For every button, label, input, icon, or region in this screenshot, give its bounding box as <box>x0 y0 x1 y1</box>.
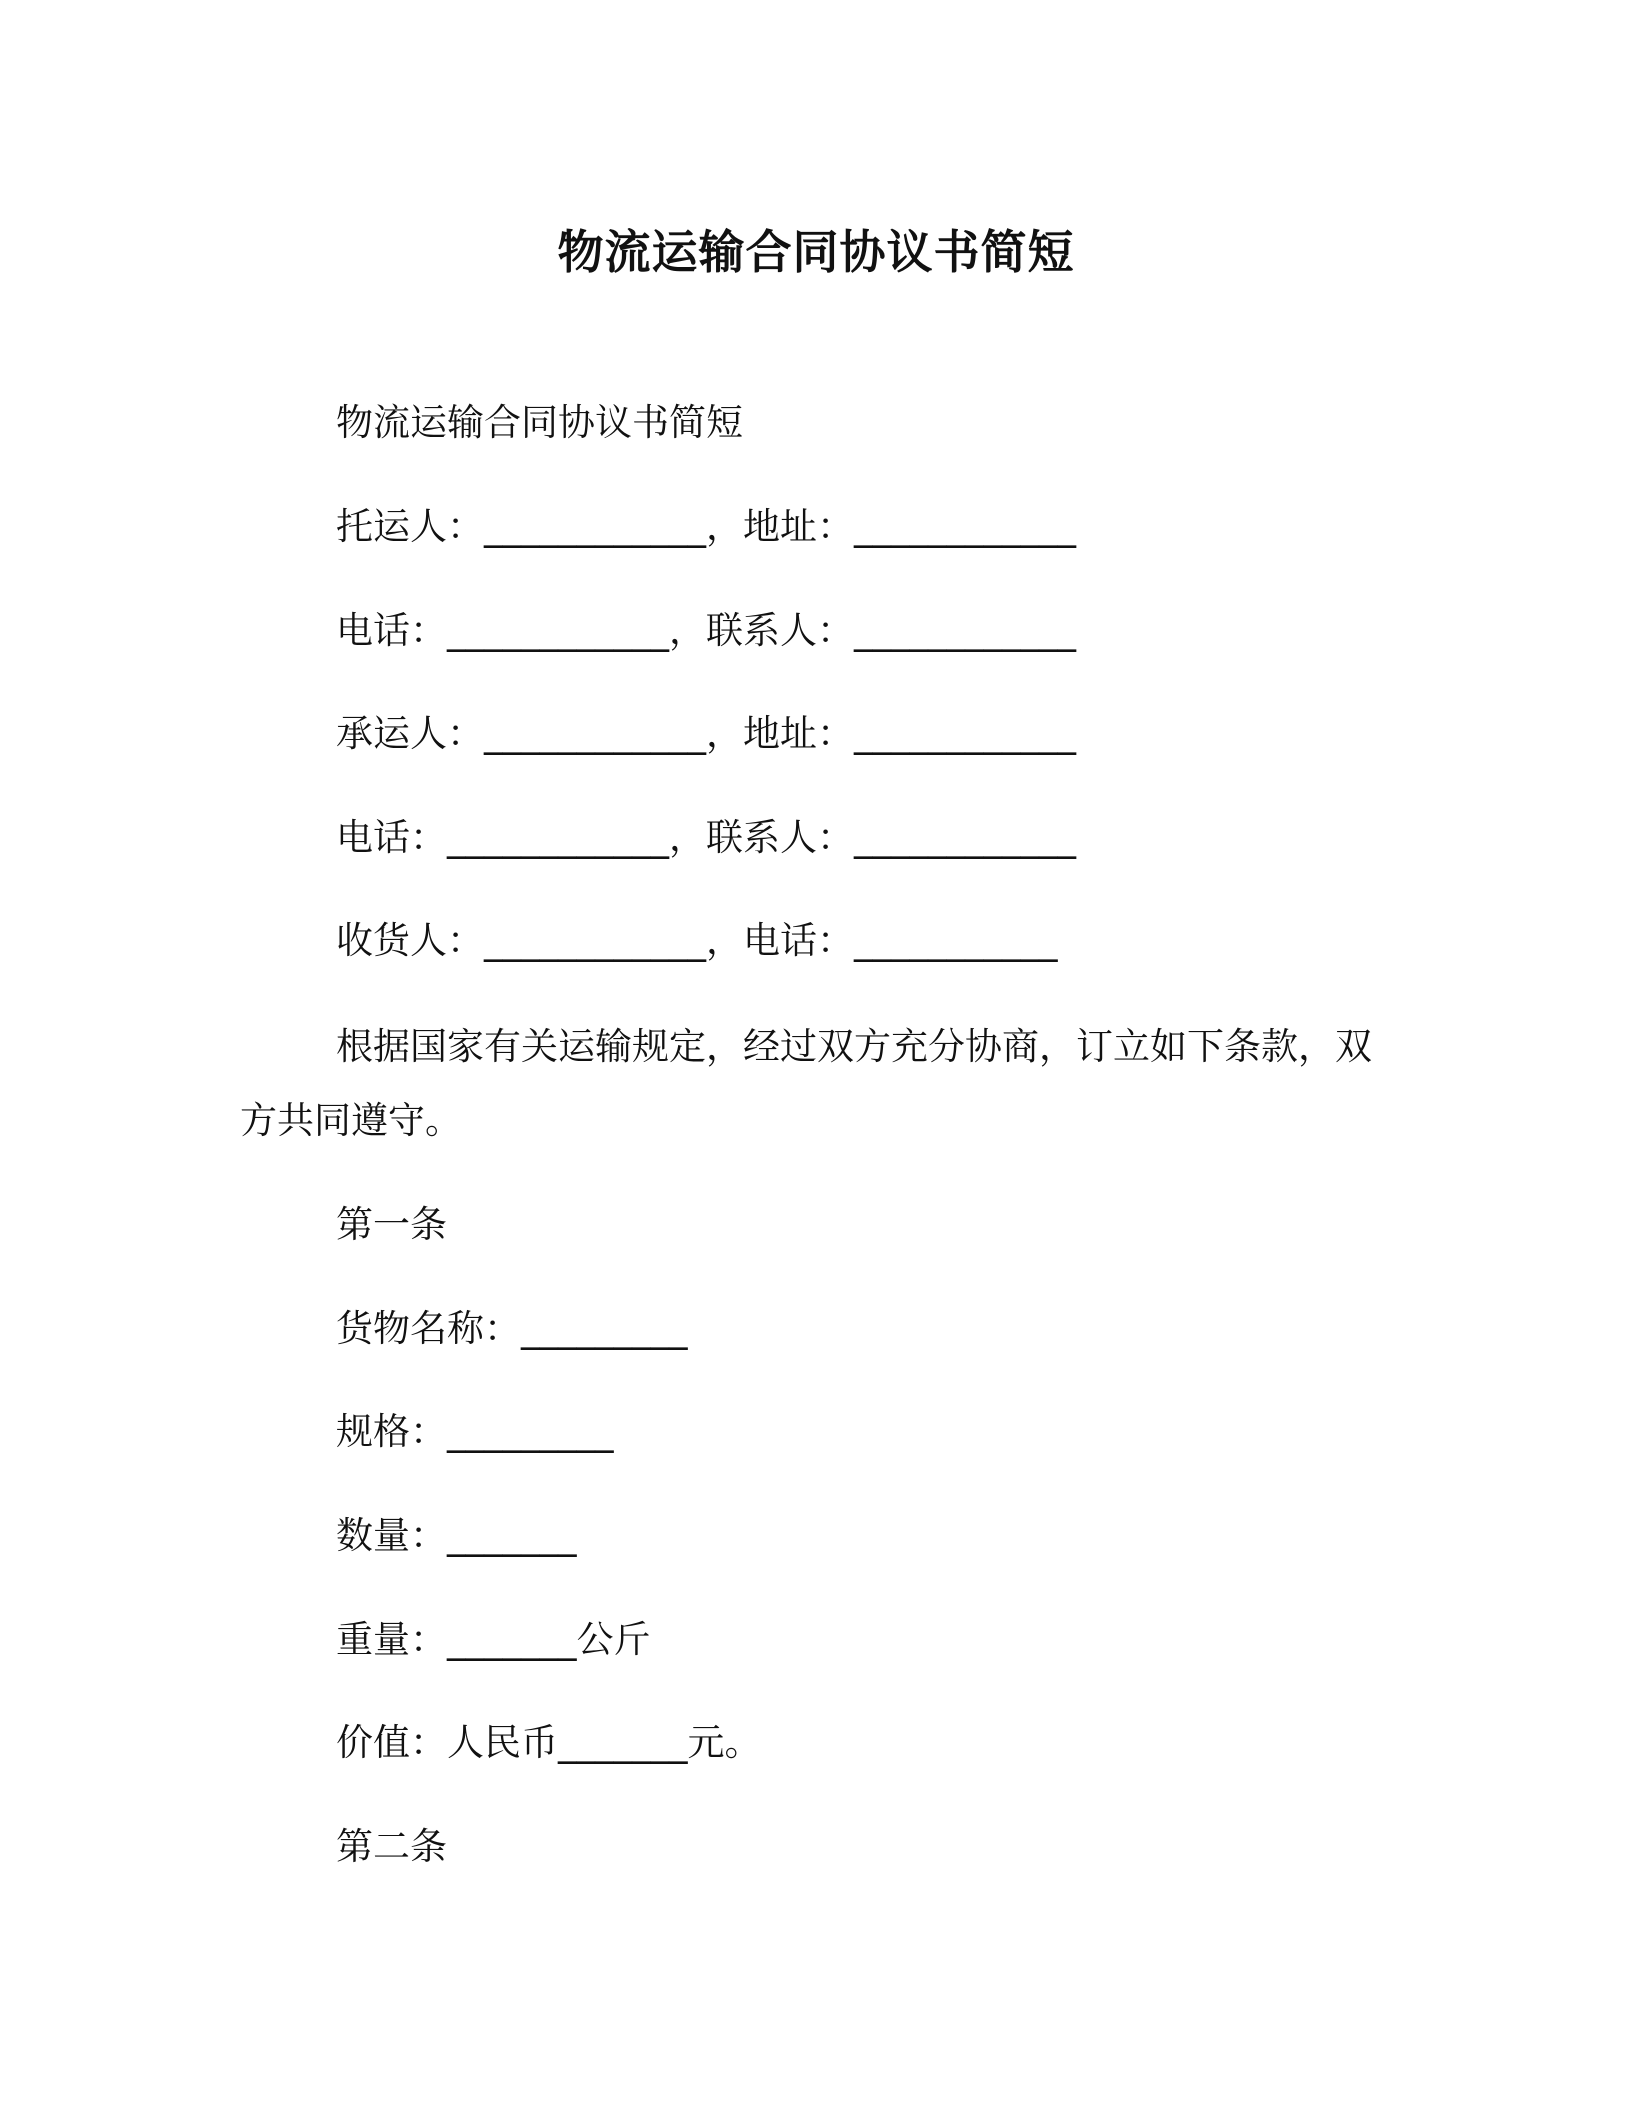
carrier-line: 承运人：____________，地址：____________ <box>336 712 1076 755</box>
article-2-heading: 第二条 <box>336 1825 447 1868</box>
document-subtitle: 物流运输合同协议书简短 <box>336 401 743 444</box>
carrier-phone-line: 电话：____________，联系人：____________ <box>336 816 1076 859</box>
shipper-line: 托运人：____________，地址：____________ <box>336 505 1076 548</box>
specification-field: 规格：_________ <box>336 1410 614 1453</box>
weight-field: 重量：_______公斤 <box>336 1618 651 1661</box>
value-field: 价值：人民币_______元。 <box>336 1721 762 1764</box>
consignee-line: 收货人：____________，电话：___________ <box>336 919 1058 962</box>
document-title: 物流运输合同协议书简短 <box>557 225 1075 279</box>
article-1-heading: 第一条 <box>336 1203 447 1246</box>
goods-name-field: 货物名称：_________ <box>336 1307 688 1350</box>
shipper-phone-line: 电话：____________，联系人：____________ <box>336 609 1076 652</box>
preamble-paragraph: 根据国家有关运输规定，经过双方充分协商，订立如下条款，双方共同遵守。 <box>240 1025 1372 1142</box>
quantity-field: 数量：_______ <box>336 1514 577 1557</box>
